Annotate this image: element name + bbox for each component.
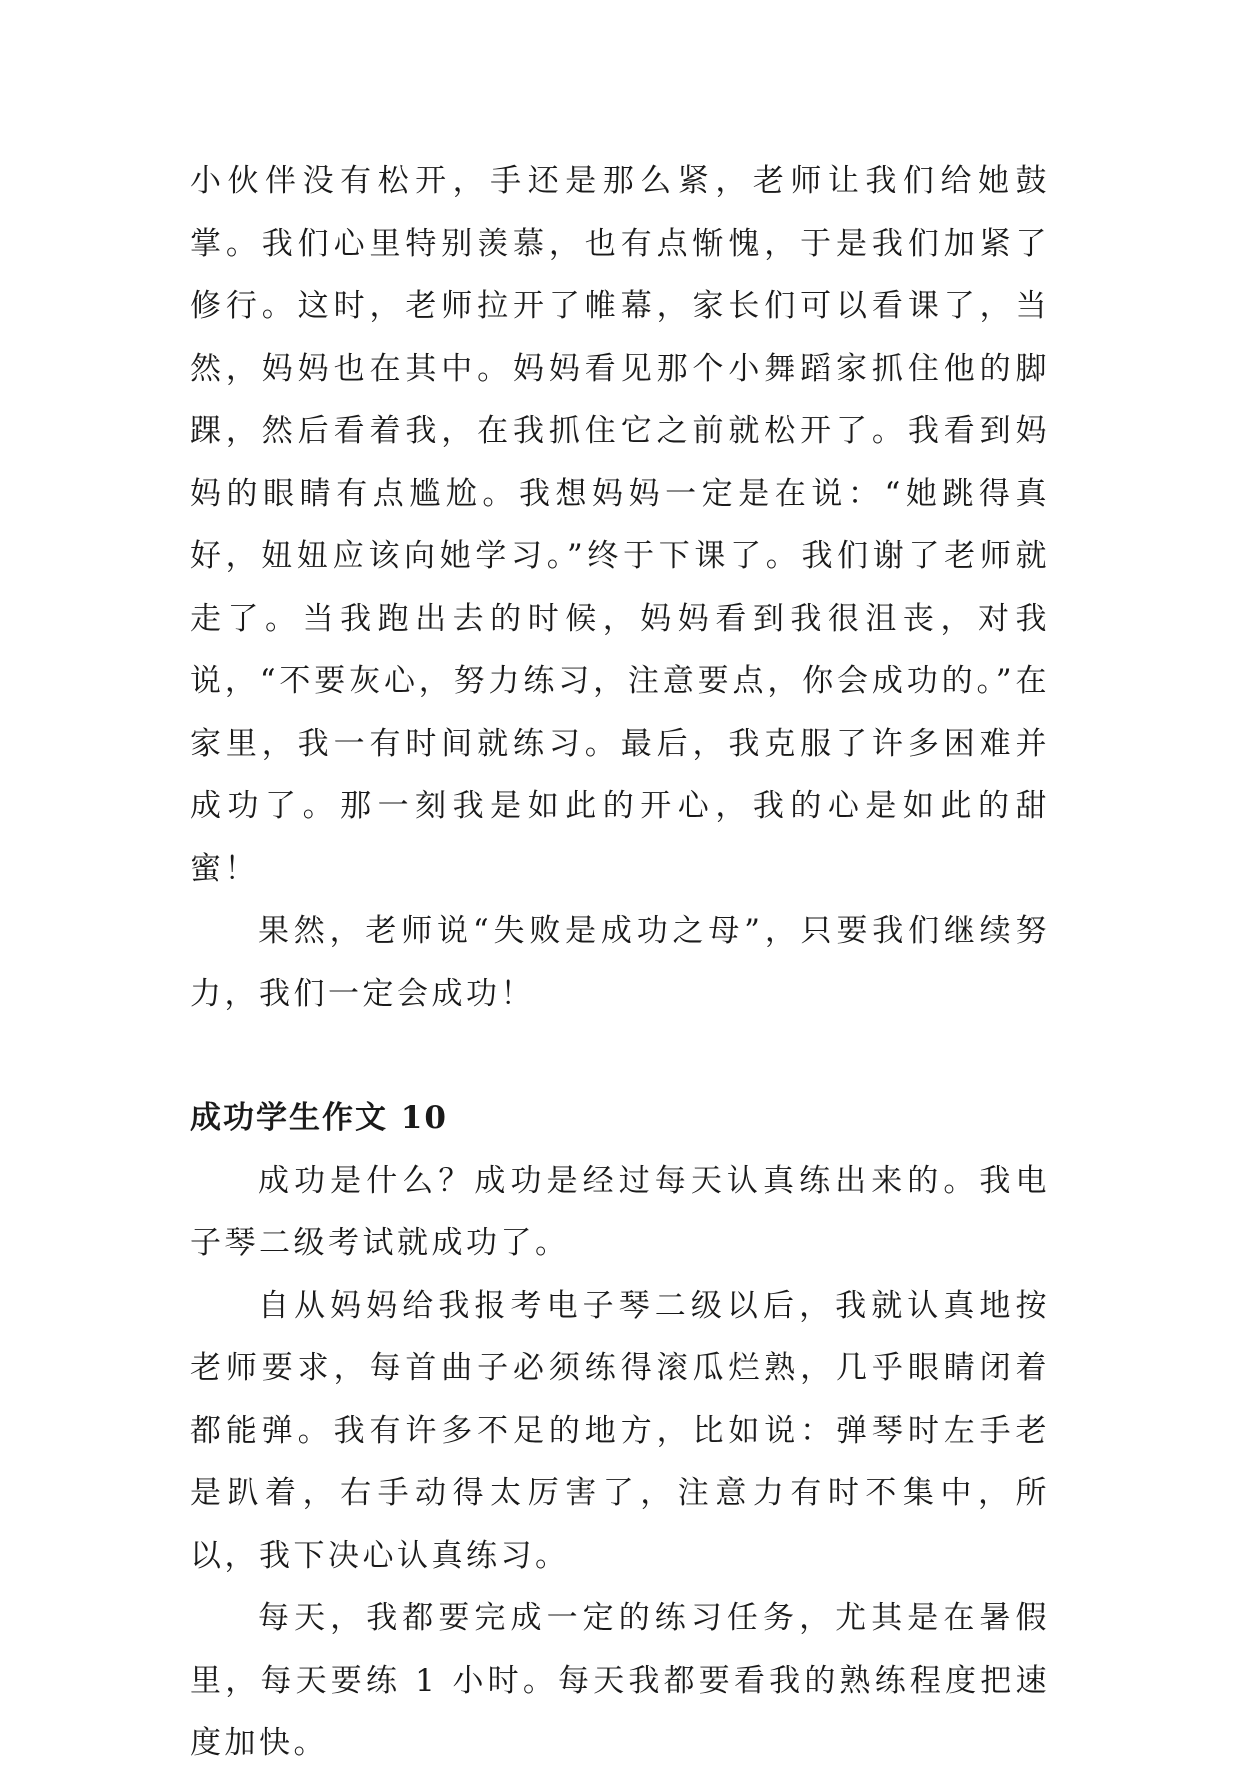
paragraph-body: 自从妈妈给我报考电子琴二级以后，我就认真地按老师要求，每首曲子必须练得滚瓜烂熟，几乎眼睛闭着都能弹。我有许多不足的地方，比如说：弹琴时左手老是趴着，右手动得太厉害了，注意力有时不集中，所以，我下决心认真练习。 — [190, 1287, 1050, 1574]
paragraph-conclusion: 果然，老师说“失败是成功之母”，只要我们继续努力，我们一定会成功！ — [190, 913, 1050, 1012]
section-spacer — [190, 1025, 1050, 1087]
paragraph-practice: 每天，我都要完成一定的练习任务，尤其是在暑假里，每天要练 1 小时。每天我都要看我的熟练程度把速度加快。 — [190, 1600, 1050, 1761]
section-title: 成功学生作文 10 — [190, 1100, 448, 1136]
document-page — [190, 150, 1050, 1775]
paragraph-intro: 成功是什么？成功是经过每天认真练出来的。我电子琴二级考试就成功了。 — [190, 1162, 1050, 1261]
paragraph-continued: 小伙伴没有松开，手还是那么紧，老师让我们给她鼓掌。我们心里特别羡慕，也有点惭愧，于是我们加紧了修行。这时，老师拉开了帷幕，家长们可以看课了，当然，妈妈也在其中。妈妈看见那个小舞蹈家抓住他的脚踝，然后看着我，在我抓住它之前就松开了。我看到妈妈的眼睛有点尴尬。我想妈妈一定是在说：“她跳得真好，妞妞应该向她学习。”终于下课了。我们谢了老师就走了。当我跑出去的时候，妈妈看到我很沮丧，对我说，“不要灰心，努力练习，注意要点，你会成功的。”在家里，我一有时间就练习。最后，我克服了许多困难并成功了。那一刻我是如此的开心，我的心是如此的甜蜜！ — [190, 163, 1050, 887]
